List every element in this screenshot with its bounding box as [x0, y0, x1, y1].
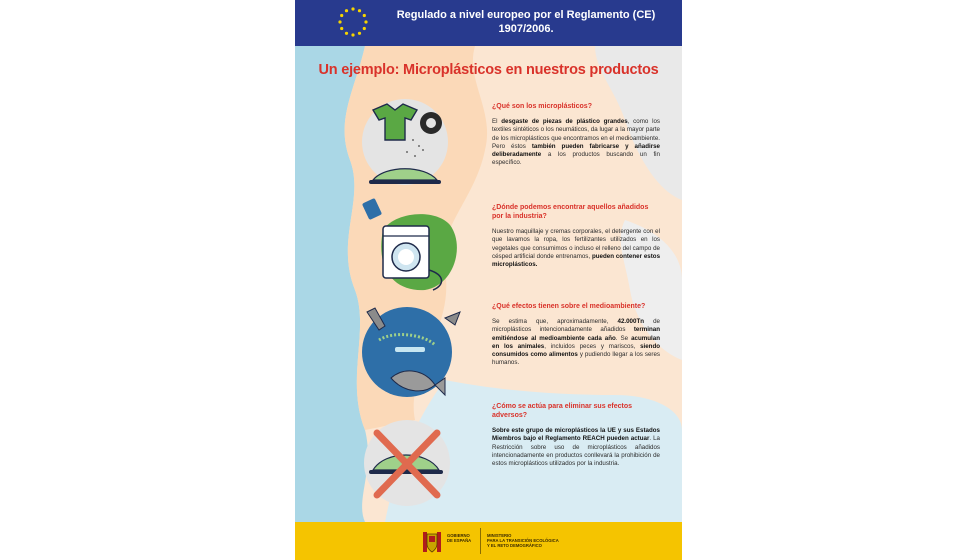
answer-segment: , como los textiles sintéticos o los neumáticos, da lugar a la mayor parte de los microplásticos que encontramos en el medioambiente. Pero éstos — [492, 118, 660, 150]
question-where: ¿Dónde podemos encontrar aquellos añadidos por la industria? — [492, 204, 649, 220]
answer-segment: siendo consumidos como alimentos — [492, 342, 661, 359]
answer-segment: Sobre este grupo de microplásticos la UE y sus Estados Miembros bajo el Reglamento REACH pueden actuar — [492, 427, 660, 443]
section-effects — [492, 302, 660, 368]
ministry-label — [487, 533, 567, 548]
question-effects: ¿Qué efectos tienen sobre el medioambiente? — [492, 303, 646, 310]
header-title-line2: 1907/2006. — [498, 23, 554, 35]
answer-what-are — [492, 118, 660, 168]
question-actions: ¿Cómo se actúa para eliminar sus efectos adversos? — [492, 403, 633, 419]
answer-segment: Se estima que, aproximadamente, — [492, 318, 618, 325]
footer-banner — [295, 522, 682, 560]
answer-segment: . La Restricción sobre uso de microplásticos añadidos intencionadamente en productos conllevará la prohibición de estos microplásticos utilizados por la industria. — [492, 435, 661, 468]
answer-segment: pueden contener estos microplásticos. — [492, 252, 661, 269]
poster — [295, 0, 682, 560]
section-where — [492, 203, 660, 269]
gov-line2: DE ESPAÑA — [447, 538, 472, 543]
answer-segment: 42.000Tn — [617, 318, 644, 325]
illustrations — [295, 0, 682, 560]
coat-of-arms-icon — [421, 530, 443, 554]
section-what-are — [492, 102, 660, 168]
answer-segment: Nuestro maquillaje y cremas corporales, el detergente con el que lavamos la ropa, los fertilizantes utilizados en los vegetales que consumimos o incluso el relleno del campo de césped artificial donde entrenamos, — [492, 228, 660, 260]
header-title-line1: Regulado a nivel europeo por el Reglamento (CE) — [396, 9, 656, 21]
footer-divider — [480, 528, 481, 554]
section-actions — [492, 402, 660, 468]
government-label — [447, 533, 477, 543]
answer-segment: de microplásticos intencionadamente añadidos — [492, 318, 660, 334]
gov-line1: GOBIERNO — [447, 533, 470, 538]
answer-segment: . Se — [615, 334, 632, 342]
ministry-line3: Y EL RETO DEMOGRÁFICO — [487, 543, 542, 548]
answer-segment: acumulan en los animales — [492, 334, 660, 350]
answer-effects — [492, 318, 660, 368]
ministry-line2: PARA LA TRANSICIÓN ECOLÓGICA — [487, 538, 559, 543]
answer-segment: y pudiendo llegar a los seres humanos. — [492, 351, 660, 367]
prohibition-icon — [364, 420, 450, 506]
answer-actions — [492, 427, 660, 468]
answer-segment: , incluidos peces y mariscos, — [544, 342, 641, 350]
answer-segment: también pueden fabricarse y añadirse deliberadamente — [492, 142, 660, 159]
textile-tire-icon — [362, 99, 448, 185]
answer-segment: desgaste de piezas de plástico grandes — [501, 118, 628, 125]
answer-segment: terminan emitiéndose al medioambiente cada año — [492, 326, 660, 342]
ocean-fish-icon — [362, 307, 460, 397]
answer-segment: El — [492, 118, 502, 125]
answer-segment: a los productos buscando un fin específico. — [492, 151, 660, 167]
ministry-line1: MINISTERIO — [487, 533, 512, 538]
main-title: Un ejemplo: Microplásticos en nuestros productos — [318, 62, 659, 78]
washing-machine-icon — [362, 198, 457, 290]
question-what-are: ¿Qué son los microplásticos? — [492, 103, 592, 110]
answer-where — [492, 228, 660, 269]
